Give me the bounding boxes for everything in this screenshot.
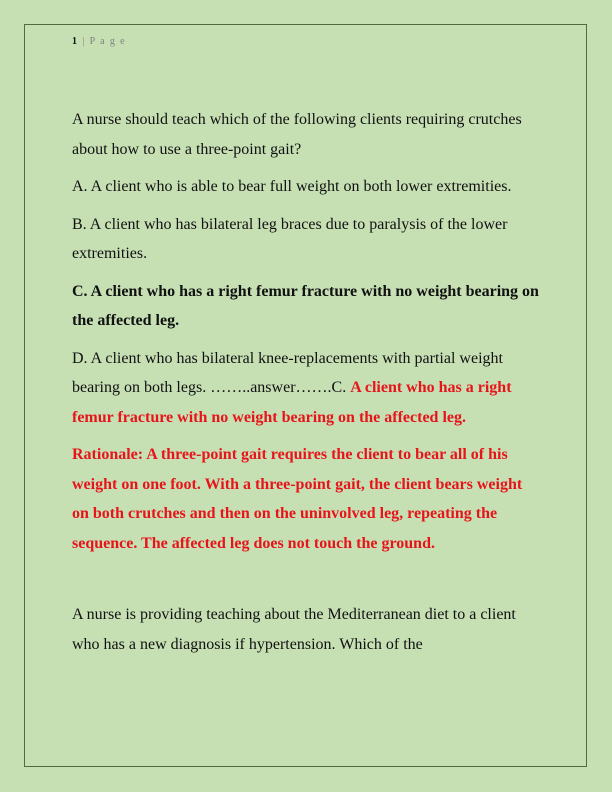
question-1-option-a: A. A client who is able to bear full weight on both lower extremities. xyxy=(72,178,512,195)
question-1-stem: A nurse should teach which of the following clients requiring crutches about how to use a three-point gait? xyxy=(72,111,522,158)
question-1-option-d: D. A client who has bilateral knee-replacements with partial weight bearing on both legs. xyxy=(72,349,503,396)
page-separator: | xyxy=(78,36,90,47)
answer-text: A client who has a right femur fracture with no weight bearing on the affected leg. xyxy=(72,379,512,426)
page-number: 1 xyxy=(72,36,79,47)
question-2-stem: A nurse is providing teaching about the Mediterranean diet to a client who has a new diagnosis if hypertension. Which of the xyxy=(72,606,516,653)
question-1-option-d-paragraph xyxy=(72,344,542,433)
page-label: P a g e xyxy=(89,36,126,47)
page-header xyxy=(72,36,126,47)
answer-lead: ……..answer…….C. xyxy=(206,379,351,396)
question-1-option-b: B. A client who has bilateral leg braces due to paralysis of the lower extremities. xyxy=(72,215,508,262)
question-1-option-c: C. A client who has a right femur fracture with no weight bearing on the affected leg. xyxy=(72,282,539,329)
section-spacer xyxy=(72,566,542,600)
document-body xyxy=(72,105,542,667)
rationale: Rationale: A three-point gait requires the client to bear all of his weight on one foot. With a three-point gait, the client bears weight on both crutches and then on the uninvolved leg, repeating the sequence. The affected leg does not touch the ground. xyxy=(72,446,523,552)
